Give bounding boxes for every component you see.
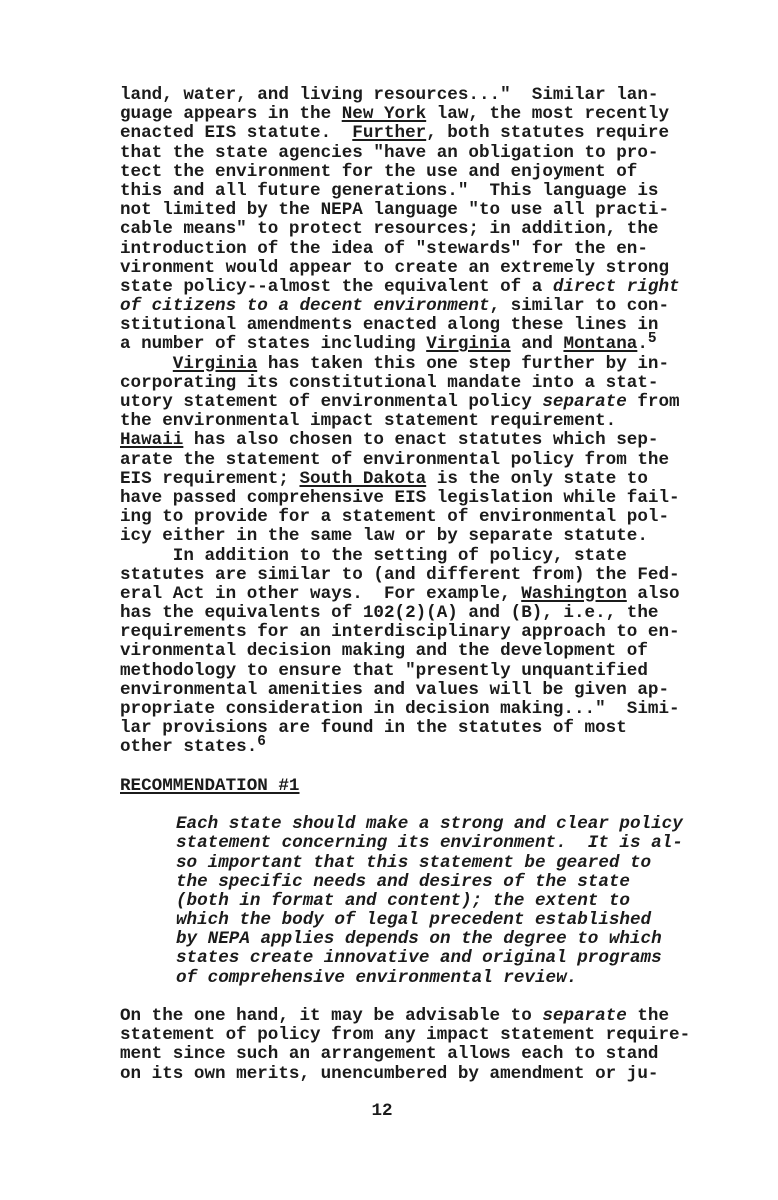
text-line [120, 662, 690, 681]
blank-line [120, 758, 690, 777]
text-line [176, 969, 690, 988]
text-line [120, 316, 690, 335]
text-segment: which the body of legal precedent established [176, 910, 652, 931]
underlined-text: RECOMMENDATION #1 [120, 775, 300, 796]
text-segment: statement of policy from any impact statement require- [120, 1025, 691, 1046]
text-line [120, 1007, 690, 1026]
text-line [120, 182, 690, 201]
text-line [120, 330, 690, 355]
text-segment: has also chosen to enact statutes which sep- [183, 430, 659, 451]
text-line [120, 412, 690, 431]
text-segment: arate the statement of environmental policy from the [120, 449, 670, 470]
text-segment: also [626, 583, 680, 604]
text-line [176, 930, 690, 949]
text-line [120, 527, 690, 546]
text-line [176, 854, 690, 873]
text-line [120, 240, 690, 259]
text-line [120, 547, 690, 566]
footnote-reference: 5 [647, 330, 657, 347]
text-segment: of comprehensive environmental review. [176, 967, 578, 988]
text-line [120, 1026, 690, 1045]
text-line [176, 911, 690, 930]
text-line [176, 873, 690, 892]
text-segment: vironmental decision making and the development of [120, 641, 648, 662]
text-segment: this and all future generations." This language is [120, 180, 659, 201]
text-line [120, 144, 690, 163]
text-line [120, 623, 690, 642]
text-segment: vironment would appear to create an extremely strong [120, 257, 670, 278]
paragraph [120, 547, 690, 758]
text-line [176, 834, 690, 853]
italic-text: separate [542, 392, 627, 412]
underlined-text: Further [352, 123, 427, 144]
text-segment: by NEPA applies depends on the degree to which [176, 929, 662, 950]
text-line [120, 431, 690, 450]
text-line [120, 566, 690, 585]
text-segment: In addition to the setting of policy, state [120, 545, 627, 566]
text-segment: introduction of the idea of "stewards" for the en- [120, 238, 648, 259]
text-line [120, 163, 690, 182]
underlined-text: New York [341, 104, 427, 125]
text-segment: the specific needs and desires of the state [176, 871, 630, 892]
text-segment: has the equivalents of 102(2)(A) and (B), i.e., the [120, 603, 659, 624]
text-line [120, 355, 690, 374]
text-segment: from [626, 392, 680, 412]
text-segment [120, 354, 173, 374]
text-segment: and [510, 334, 564, 355]
text-line [120, 105, 690, 124]
text-line [120, 393, 690, 412]
italic-text: direct right [552, 276, 680, 297]
text-line [120, 1065, 690, 1084]
text-segment: land, water, and living resources..." Similar lan- [120, 85, 659, 105]
text-line [120, 508, 690, 527]
italic-text: separate [542, 1006, 627, 1026]
text-segment: eral Act in other ways. For example, [120, 583, 522, 604]
text-segment: enacted EIS statute. [120, 123, 353, 144]
text-segment: have passed comprehensive EIS legislation while fail- [120, 487, 680, 508]
underlined-text: Washington [521, 583, 627, 604]
paragraph [120, 86, 690, 355]
text-segment: guage appears in the [120, 104, 342, 125]
text-line [120, 470, 690, 489]
text-segment: lar provisions are found in the statutes of most [120, 718, 627, 739]
block-quote [176, 815, 690, 988]
text-segment: states create innovative and original programs [176, 948, 662, 969]
text-segment: Each state should make a strong and clear policy [176, 814, 683, 835]
text-line [120, 201, 690, 220]
text-segment: state policy--almost the equivalent of a [120, 276, 553, 297]
text-segment: the environmental impact statement requirement. [120, 411, 617, 432]
footnote-reference: 6 [257, 733, 266, 750]
text-segment: (both in format and content); the extent to [176, 890, 630, 911]
text-segment: , similar to con- [489, 296, 670, 317]
text-segment: that the state agencies "have an obligation to pro- [120, 142, 659, 163]
text-line [120, 681, 690, 700]
text-line [120, 700, 690, 719]
underlined-text: South Dakota [299, 468, 427, 489]
text-line [120, 374, 690, 393]
text-segment: corporating its constitutional mandate into a stat- [120, 372, 659, 393]
text-line [120, 86, 690, 105]
text-segment: utory statement of environmental policy [120, 392, 543, 412]
text-segment: . [637, 334, 648, 355]
text-line [120, 220, 690, 239]
text-line [176, 815, 690, 834]
text-segment: environmental amenities and values will be given ap- [120, 679, 670, 700]
text-segment: propriate consideration in decision making..." Simi- [120, 699, 680, 719]
text-line [120, 719, 690, 738]
paragraph [120, 355, 690, 547]
text-segment: statutes are similar to (and different from) the Fed- [120, 564, 680, 585]
text-segment: is the only state to [426, 468, 648, 489]
text-segment: the [626, 1006, 670, 1026]
text-line [120, 642, 690, 661]
text-segment: tect the environment for the use and enjoyment of [120, 161, 638, 182]
text-segment: icy either in the same law or by separate statute. [120, 526, 648, 547]
text-line [120, 124, 690, 143]
text-segment: , both statutes require [426, 123, 670, 144]
text-segment: on its own merits, unencumbered by amendment or ju- [120, 1063, 659, 1084]
blank-line [120, 796, 690, 815]
underlined-text: Virginia [426, 334, 511, 355]
text-line [120, 259, 690, 278]
underlined-text: Virginia [172, 353, 258, 374]
text-line [120, 1045, 690, 1064]
text-segment: has taken this one step further by in- [257, 353, 670, 374]
text-line [120, 585, 690, 604]
text-line [176, 892, 690, 911]
text-line [120, 777, 690, 796]
text-segment: statement concerning its environment. It is al- [176, 833, 683, 854]
text-line [176, 949, 690, 968]
text-segment: EIS requirement; [120, 468, 300, 489]
text-segment: ing to provide for a statement of environmental pol- [120, 507, 670, 528]
page-number: 12 [371, 1101, 393, 1121]
text-segment: cable means" to protect resources; in addition, the [120, 219, 659, 240]
text-segment: law, the most recently [426, 104, 670, 125]
underlined-text: Montana [563, 334, 638, 355]
paragraph [120, 1007, 690, 1084]
section-heading [120, 777, 690, 796]
text-segment: requirements for an interdisciplinary approach to en- [120, 622, 680, 643]
italic-text: of citizens to a decent environment [120, 296, 490, 317]
text-segment: stitutional amendments enacted along these lines in [120, 315, 659, 336]
text-segment: ment since such an arrangement allows each to stand [120, 1044, 659, 1065]
text-segment: a number of states including [120, 334, 427, 355]
text-segment: other states. [120, 737, 258, 758]
blank-line [120, 988, 690, 1007]
text-line [120, 278, 690, 297]
text-line [120, 451, 690, 470]
text-line [120, 733, 690, 758]
text-segment: so important that this statement be geared to [176, 852, 652, 873]
underlined-text: Hawaii [120, 430, 184, 451]
document-body [120, 86, 690, 1084]
text-line [120, 489, 690, 508]
text-segment: methodology to ensure that "presently unquantified [120, 660, 648, 681]
text-line [120, 604, 690, 623]
text-segment: not limited by the NEPA language "to use all practi- [120, 200, 670, 221]
text-line [120, 297, 690, 316]
text-segment: On the one hand, it may be advisable to [120, 1006, 543, 1026]
